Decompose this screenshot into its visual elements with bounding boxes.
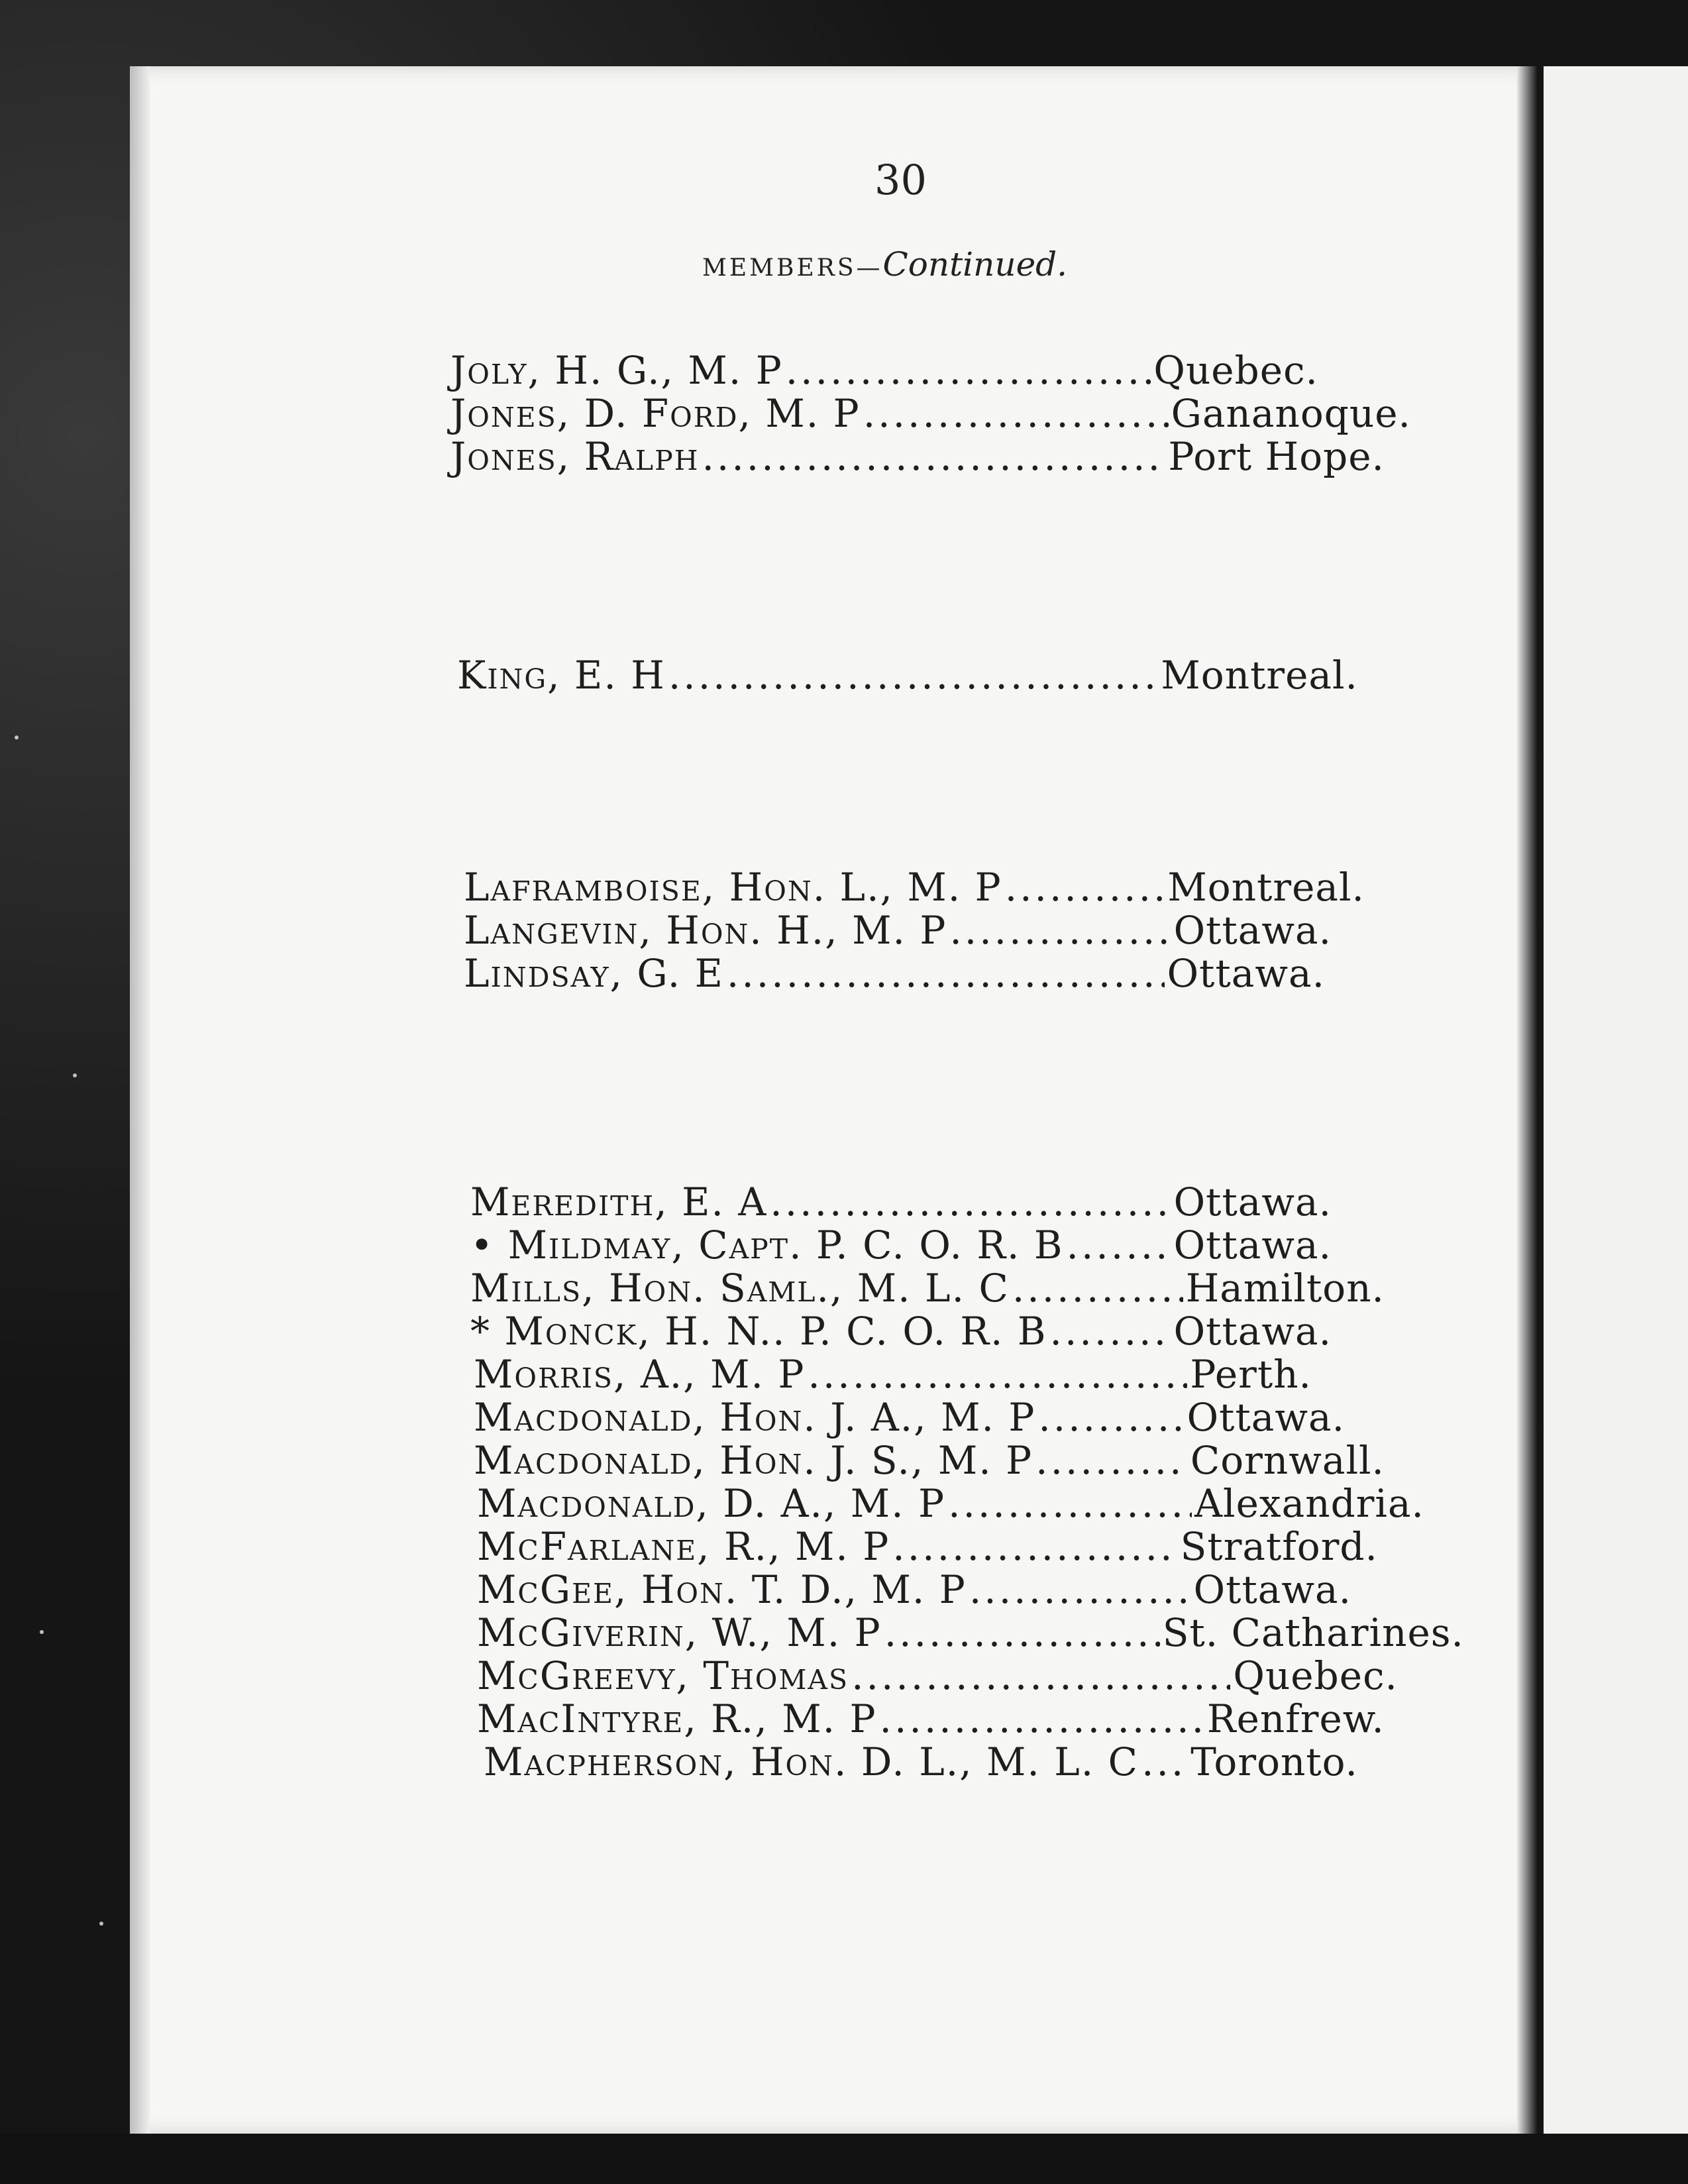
member-place: Ottawa.: [1173, 1309, 1332, 1354]
dot-leader: [770, 1179, 1171, 1225]
member-name: King, E. H: [457, 653, 666, 698]
page-gutter-edge: [130, 66, 150, 2134]
member-place: Quebec.: [1233, 1653, 1398, 1698]
member-name: Mills, Hon. Saml., M. L. C: [470, 1266, 1010, 1311]
dot-leader: [1005, 865, 1165, 910]
dot-leader: [1050, 1309, 1171, 1354]
running-head-continued: Continued.: [882, 245, 1068, 284]
member-place: Ottawa.: [1187, 1395, 1345, 1440]
member-name: • Mildmay, Capt. P. C. O. R. B: [470, 1223, 1064, 1268]
running-head-caps: MEMBERS—: [702, 254, 883, 282]
member-entry: [477, 1696, 1385, 1743]
member-place: Montreal.: [1161, 653, 1358, 698]
member-place: Gananoque.: [1171, 391, 1411, 436]
member-entry: [464, 865, 1365, 911]
member-place: St. Catharines.: [1162, 1610, 1464, 1655]
member-entry: [477, 1653, 1398, 1700]
member-name: Jones, D. Ford, M. P: [450, 391, 861, 436]
member-entry: [470, 1179, 1332, 1226]
dot-leader: [1141, 1739, 1188, 1784]
member-name: Macdonald, D. A., M. P: [477, 1481, 946, 1526]
member-place: Cornwall.: [1190, 1438, 1385, 1483]
member-name: McGiverin, W., M. P: [477, 1610, 882, 1655]
member-entry: [477, 1610, 1464, 1657]
dot-leader: [880, 1696, 1204, 1741]
dot-leader: [948, 1481, 1192, 1526]
page-number: 30: [874, 156, 927, 204]
member-entry: [477, 1567, 1351, 1613]
member-name: Macpherson, Hon. D. L., M. L. C: [484, 1739, 1139, 1784]
member-entry: [477, 1524, 1378, 1570]
page-fore-edge: [1517, 66, 1537, 2134]
member-entry: [474, 1438, 1385, 1484]
dot-leader: [808, 1352, 1187, 1397]
dot-leader: [786, 348, 1151, 393]
member-entry: [470, 1309, 1332, 1355]
member-name: Laframboise, Hon. L., M. P: [464, 865, 1002, 910]
member-name: Langevin, Hon. H., M. P: [464, 908, 947, 953]
member-name: Macdonald, Hon. J. S., M. P: [474, 1438, 1033, 1483]
dot-leader: [863, 391, 1169, 436]
member-entry: [450, 434, 1385, 480]
member-place: Toronto.: [1190, 1739, 1358, 1784]
dot-leader: [851, 1653, 1230, 1698]
member-place: Port Hope.: [1168, 434, 1385, 479]
dot-leader: [702, 434, 1165, 479]
member-place: Quebec.: [1153, 348, 1318, 393]
member-entry: [477, 1481, 1424, 1527]
member-place: Perth.: [1190, 1352, 1312, 1397]
member-entry: [464, 951, 1325, 997]
member-entry: [450, 391, 1411, 437]
member-name: McGreevy, Thomas: [477, 1653, 849, 1698]
dot-leader: [668, 653, 1159, 698]
dot-leader: [969, 1567, 1191, 1612]
running-head: [702, 245, 1067, 284]
dot-leader: [884, 1610, 1160, 1655]
member-place: Hamilton.: [1185, 1266, 1385, 1311]
member-entry: [470, 1266, 1385, 1312]
member-place: Stratford.: [1180, 1524, 1378, 1569]
dot-leader: [1067, 1223, 1171, 1268]
member-place: Ottawa.: [1193, 1567, 1351, 1612]
member-place: Ottawa.: [1173, 908, 1332, 953]
member-entry: [464, 908, 1332, 954]
member-place: Alexandria.: [1194, 1481, 1424, 1526]
dust-speck: [40, 1630, 44, 1634]
member-name: Lindsay, G. E: [464, 951, 724, 996]
dot-leader: [1038, 1395, 1184, 1440]
member-name: McGee, Hon. T. D., M. P: [477, 1567, 967, 1612]
member-name: Morris, A., M. P: [474, 1352, 806, 1397]
member-entry: [470, 1223, 1332, 1269]
member-entry: [474, 1395, 1345, 1441]
member-name: Joly, H. G., M. P: [450, 348, 783, 393]
member-name: Jones, Ralph: [450, 434, 700, 479]
facing-page: [1544, 66, 1688, 2134]
member-name: McFarlane, R., M. P: [477, 1524, 890, 1569]
member-place: Ottawa.: [1173, 1179, 1332, 1225]
member-name: * Monck, H. N.. P. C. O. R. B: [470, 1309, 1047, 1354]
scan-bottom-border: [0, 2134, 1688, 2184]
dust-speck: [99, 1922, 103, 1926]
member-place: Ottawa.: [1173, 1223, 1332, 1268]
member-entry: [450, 348, 1318, 394]
dot-leader: [727, 951, 1165, 996]
member-name: MacIntyre, R., M. P: [477, 1696, 877, 1741]
dot-leader: [1035, 1438, 1188, 1483]
member-name: Meredith, E. A: [470, 1179, 768, 1225]
member-place: Ottawa.: [1167, 951, 1325, 996]
member-entry: [457, 653, 1358, 699]
dot-leader: [892, 1524, 1177, 1569]
member-entry: [474, 1352, 1312, 1398]
member-entry: [484, 1739, 1358, 1786]
member-place: Montreal.: [1167, 865, 1365, 910]
member-name: Macdonald, Hon. J. A., M. P: [474, 1395, 1036, 1440]
dust-speck: [15, 736, 19, 739]
dot-leader: [949, 908, 1171, 953]
member-place: Renfrew.: [1206, 1696, 1385, 1741]
dot-leader: [1012, 1266, 1183, 1311]
dust-speck: [73, 1073, 77, 1077]
